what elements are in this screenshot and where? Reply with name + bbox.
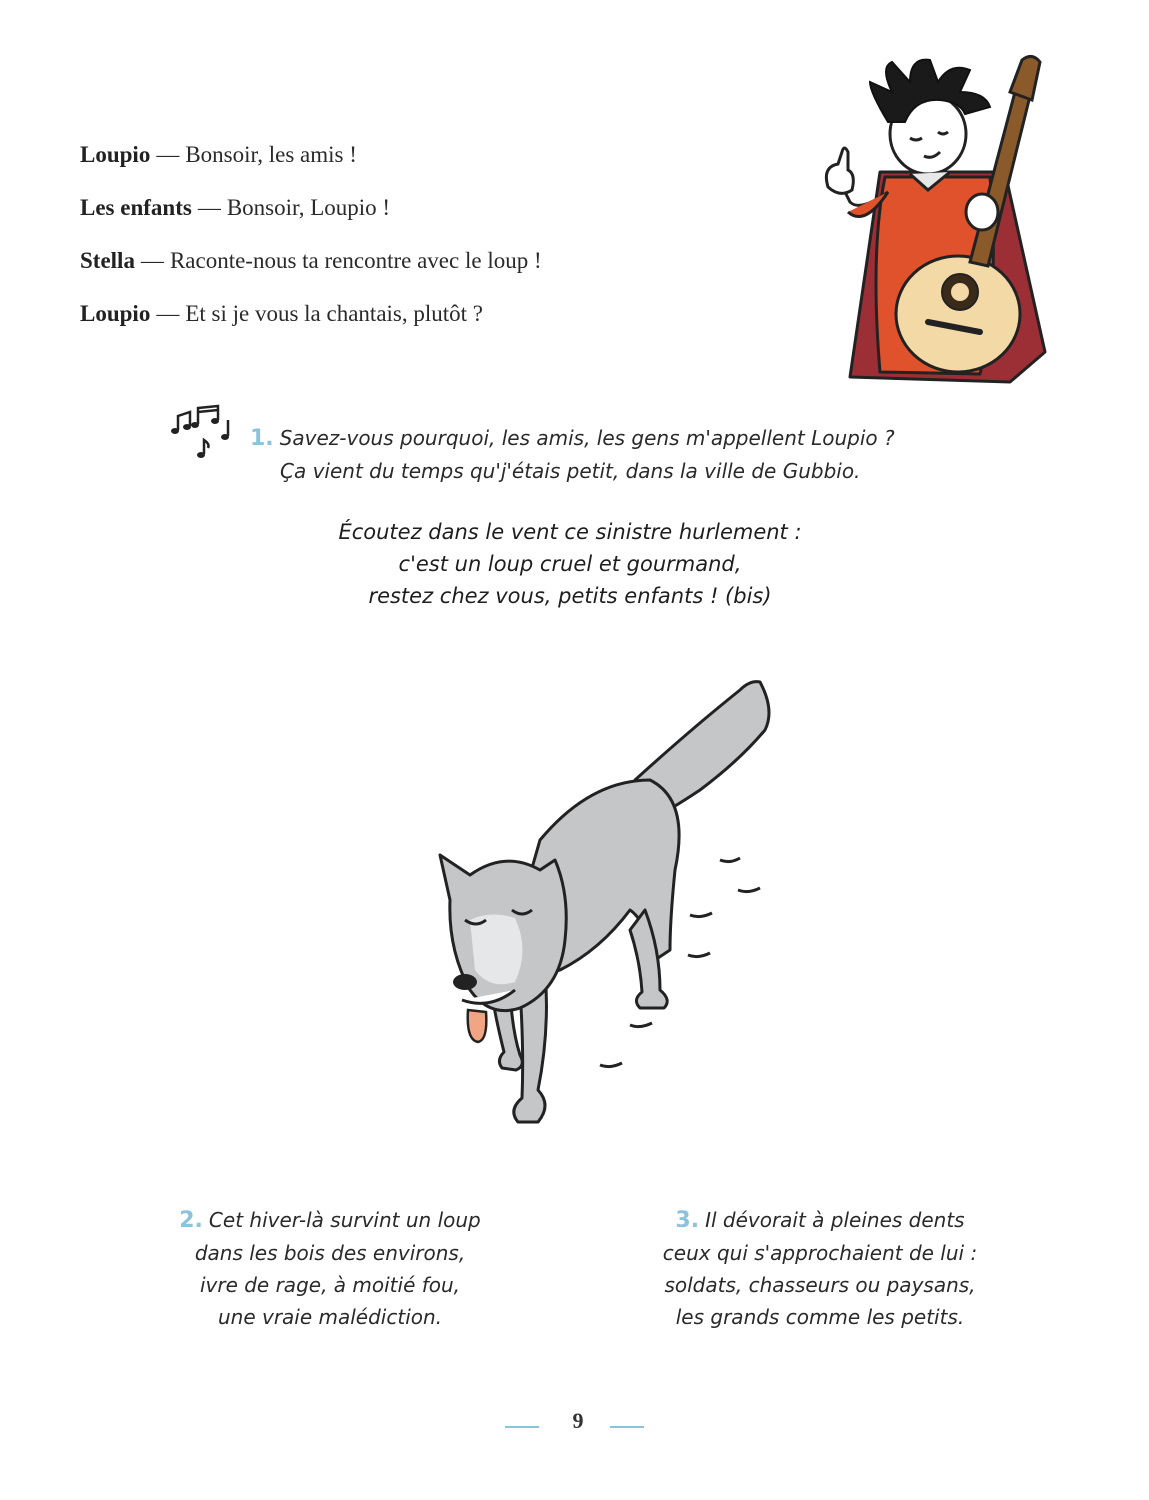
refrain-line: restez chez vous, petits enfants ! (bis) <box>368 584 772 608</box>
speaker-name: Stella <box>80 248 135 273</box>
dialogue-text: Et si je vous la chantais, plutôt ? <box>185 301 483 326</box>
dialogue <box>80 140 720 352</box>
dialogue-line <box>80 140 720 170</box>
verse-line: ivre de rage, à moitié fou, <box>199 1273 461 1297</box>
dash: — <box>140 248 164 273</box>
footer-rule-left <box>505 1426 539 1428</box>
dialogue-text: Raconte-nous ta rencontre avec le loup ! <box>169 248 542 273</box>
verse-line <box>150 1204 510 1237</box>
speaker-name: Les enfants <box>80 195 192 220</box>
dialogue-text: Bonsoir, les amis ! <box>185 142 357 167</box>
dialogue-line <box>80 246 720 276</box>
verse-line: les grands comme les petits. <box>675 1305 965 1329</box>
dash: — <box>156 301 180 326</box>
dash: — <box>156 142 180 167</box>
verse-line: dans les bois des environs, <box>194 1241 466 1265</box>
verse-line: ceux qui s'approchaient de lui : <box>662 1241 978 1265</box>
verse-number: 1. <box>250 426 274 451</box>
verse-number: 2. <box>179 1208 203 1233</box>
verse-number: 3. <box>675 1208 700 1233</box>
verse-line <box>640 1204 1000 1237</box>
verse-text: Savez-vous pourquoi, les amis, les gens m'appellent Loupio ? <box>279 426 895 450</box>
footer-rule-right <box>610 1426 644 1428</box>
dash: — <box>197 195 221 220</box>
speaker-name: Loupio <box>80 301 151 326</box>
dialogue-line <box>80 299 720 329</box>
refrain <box>250 516 890 612</box>
verse-text: Il dévorait à pleines dents <box>705 1208 965 1232</box>
page-footer <box>0 1404 1149 1444</box>
refrain-line: c'est un loup cruel et gourmand, <box>398 552 742 576</box>
speaker-name: Loupio <box>80 142 151 167</box>
verse-line: soldats, chasseurs ou paysans, <box>664 1273 976 1297</box>
page-number: 9 <box>572 1408 584 1433</box>
verse-line: une vraie malédiction. <box>217 1305 443 1329</box>
loupio-illustration <box>810 52 1070 392</box>
dialogue-line <box>80 193 720 223</box>
verse-text: Cet hiver-là survint un loup <box>208 1208 481 1232</box>
wolf-illustration <box>420 670 800 1140</box>
verse-2 <box>150 1204 510 1333</box>
music-notes-icon <box>168 404 236 460</box>
refrain-line: Écoutez dans le vent ce sinistre hurlement : <box>338 520 802 544</box>
dialogue-text: Bonsoir, Loupio ! <box>226 195 391 220</box>
verse-3 <box>640 1204 1000 1333</box>
verse-line <box>250 422 930 455</box>
verse-1 <box>250 422 930 487</box>
verse-line: Ça vient du temps qu'j'étais petit, dans la ville de Gubbio. <box>280 459 861 483</box>
